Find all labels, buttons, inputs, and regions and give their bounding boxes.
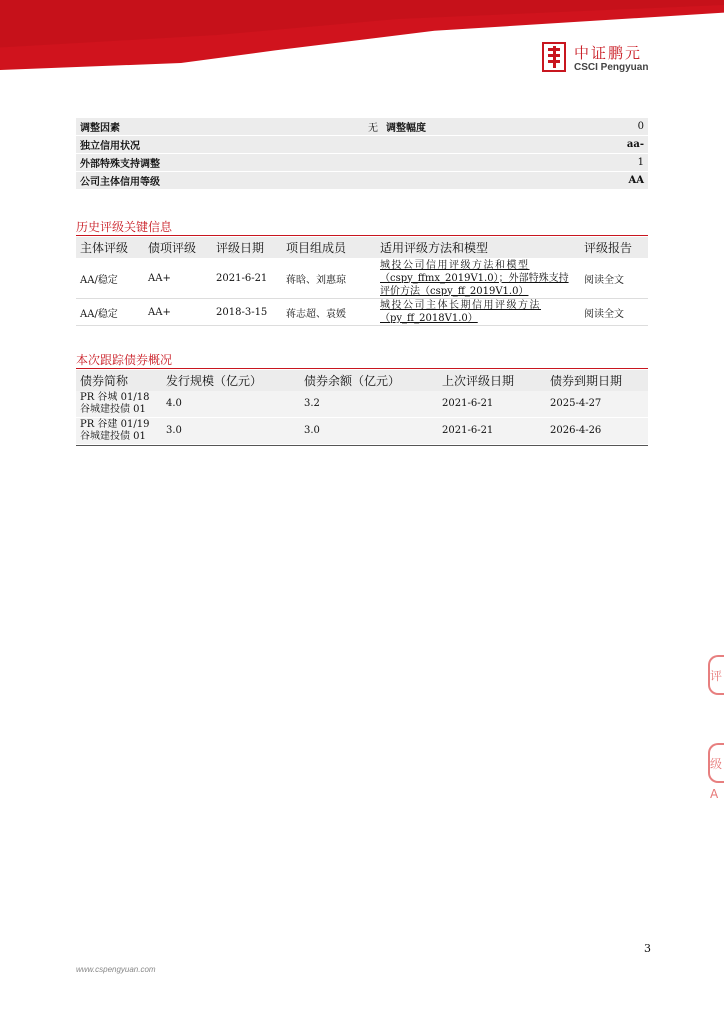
bond-balance: 3.0 bbox=[300, 418, 438, 445]
table-row bbox=[76, 418, 648, 445]
table-row bbox=[76, 136, 648, 154]
bond-name-line: 谷城建投债 01 bbox=[80, 431, 146, 442]
tracked-bond-table bbox=[76, 370, 648, 445]
seal-char: 级 bbox=[710, 757, 723, 771]
last-rating-date: 2021-6-21 bbox=[438, 391, 546, 418]
table-row bbox=[76, 118, 648, 136]
table-header-row bbox=[76, 370, 648, 391]
report-link[interactable]: 阅读全文 bbox=[580, 299, 648, 326]
method-line[interactable]: 城投公司主体长期信用评级方法 bbox=[380, 300, 541, 311]
page-number: 3 bbox=[644, 942, 651, 955]
factor-value bbox=[254, 154, 382, 172]
seal-char: A bbox=[710, 787, 719, 801]
bond-name-line: PR 谷城 01/18 bbox=[80, 392, 150, 403]
factor-label: 调整因素 bbox=[76, 118, 254, 136]
column-header: 债券到期日期 bbox=[546, 370, 648, 391]
column-header: 项目组成员 bbox=[282, 237, 376, 258]
factor-label: 公司主体信用等级 bbox=[76, 172, 254, 190]
factor-label: 外部特殊支持调整 bbox=[76, 154, 254, 172]
bond-title-rule bbox=[76, 368, 648, 369]
factor-value bbox=[254, 136, 382, 154]
logo-chinese-name: 中证鹏元 bbox=[574, 44, 643, 62]
history-section-title: 历史评级关键信息 bbox=[76, 220, 173, 234]
history-title-rule bbox=[76, 235, 648, 236]
table-header-row bbox=[76, 237, 648, 258]
column-header: 债券简称 bbox=[76, 370, 162, 391]
method-line[interactable]: 城投公司信用评级方法和模型 bbox=[380, 259, 530, 271]
factor-value-2: 1 bbox=[570, 154, 648, 172]
method-line[interactable]: （cspy_ffmx_2019V1.0）；外部特殊支持 bbox=[380, 272, 569, 284]
bond-name-line: PR 谷建 01/19 bbox=[80, 419, 150, 430]
rating-factor-table bbox=[76, 118, 648, 190]
rating-date: 2021-6-21 bbox=[212, 258, 282, 299]
maturity-date: 2025-4-27 bbox=[546, 391, 648, 418]
report-link[interactable]: 阅读全文 bbox=[580, 258, 648, 299]
bond-rating: AA+ bbox=[144, 299, 212, 326]
factor-label-2 bbox=[382, 172, 570, 190]
bond-balance: 3.2 bbox=[300, 391, 438, 418]
column-header: 主体评级 bbox=[76, 237, 144, 258]
issuer-rating: AA/稳定 bbox=[76, 299, 144, 326]
column-header: 债券余额（亿元） bbox=[300, 370, 438, 391]
column-header: 发行规模（亿元） bbox=[162, 370, 300, 391]
team-members: 蒋志超、袁媛 bbox=[282, 299, 376, 326]
factor-value-2: aa- bbox=[570, 136, 648, 154]
table-row bbox=[76, 258, 648, 299]
logo-mark-icon bbox=[542, 42, 566, 72]
team-members: 蒋晗、刘惠琼 bbox=[282, 258, 376, 299]
bond-table-bottom-rule bbox=[76, 445, 648, 446]
footer-website-link[interactable]: www.cspengyuan.com bbox=[76, 965, 156, 974]
table-row bbox=[76, 299, 648, 326]
rating-method-link[interactable] bbox=[376, 299, 580, 326]
bond-short-name bbox=[76, 391, 162, 418]
rating-method-link[interactable] bbox=[376, 258, 580, 299]
maturity-date: 2026-4-26 bbox=[546, 418, 648, 445]
seal-char: 评 bbox=[710, 669, 723, 683]
bond-section-title: 本次跟踪债券概况 bbox=[76, 353, 173, 367]
method-line[interactable]: 评价方法（cspy_ff_2019V1.0） bbox=[380, 285, 529, 297]
column-header: 评级日期 bbox=[212, 237, 282, 258]
company-seal-stamp bbox=[708, 655, 724, 805]
factor-label-2: 调整幅度 bbox=[382, 118, 570, 136]
factor-value: 无 bbox=[254, 118, 382, 136]
table-row bbox=[76, 391, 648, 418]
table-row bbox=[76, 172, 648, 190]
column-header: 上次评级日期 bbox=[438, 370, 546, 391]
rating-history-table bbox=[76, 237, 648, 326]
column-header: 债项评级 bbox=[144, 237, 212, 258]
last-rating-date: 2021-6-21 bbox=[438, 418, 546, 445]
bond-short-name bbox=[76, 418, 162, 445]
issuer-rating: AA/稳定 bbox=[76, 258, 144, 299]
method-line[interactable]: （py_ff_2018V1.0） bbox=[380, 313, 478, 324]
factor-value-2: 0 bbox=[570, 118, 648, 136]
factor-value bbox=[254, 172, 382, 190]
issue-size: 3.0 bbox=[162, 418, 300, 445]
bond-name-line: 谷城建投债 01 bbox=[80, 404, 146, 415]
table-row bbox=[76, 154, 648, 172]
factor-label-2 bbox=[382, 154, 570, 172]
column-header: 评级报告 bbox=[580, 237, 648, 258]
factor-label: 独立信用状况 bbox=[76, 136, 254, 154]
factor-value-2: AA bbox=[570, 172, 648, 190]
rating-date: 2018-3-15 bbox=[212, 299, 282, 326]
issue-size: 4.0 bbox=[162, 391, 300, 418]
logo-english-name: CSCI Pengyuan bbox=[574, 62, 649, 73]
bond-rating: AA+ bbox=[144, 258, 212, 299]
factor-label-2 bbox=[382, 136, 570, 154]
column-header: 适用评级方法和模型 bbox=[376, 237, 580, 258]
